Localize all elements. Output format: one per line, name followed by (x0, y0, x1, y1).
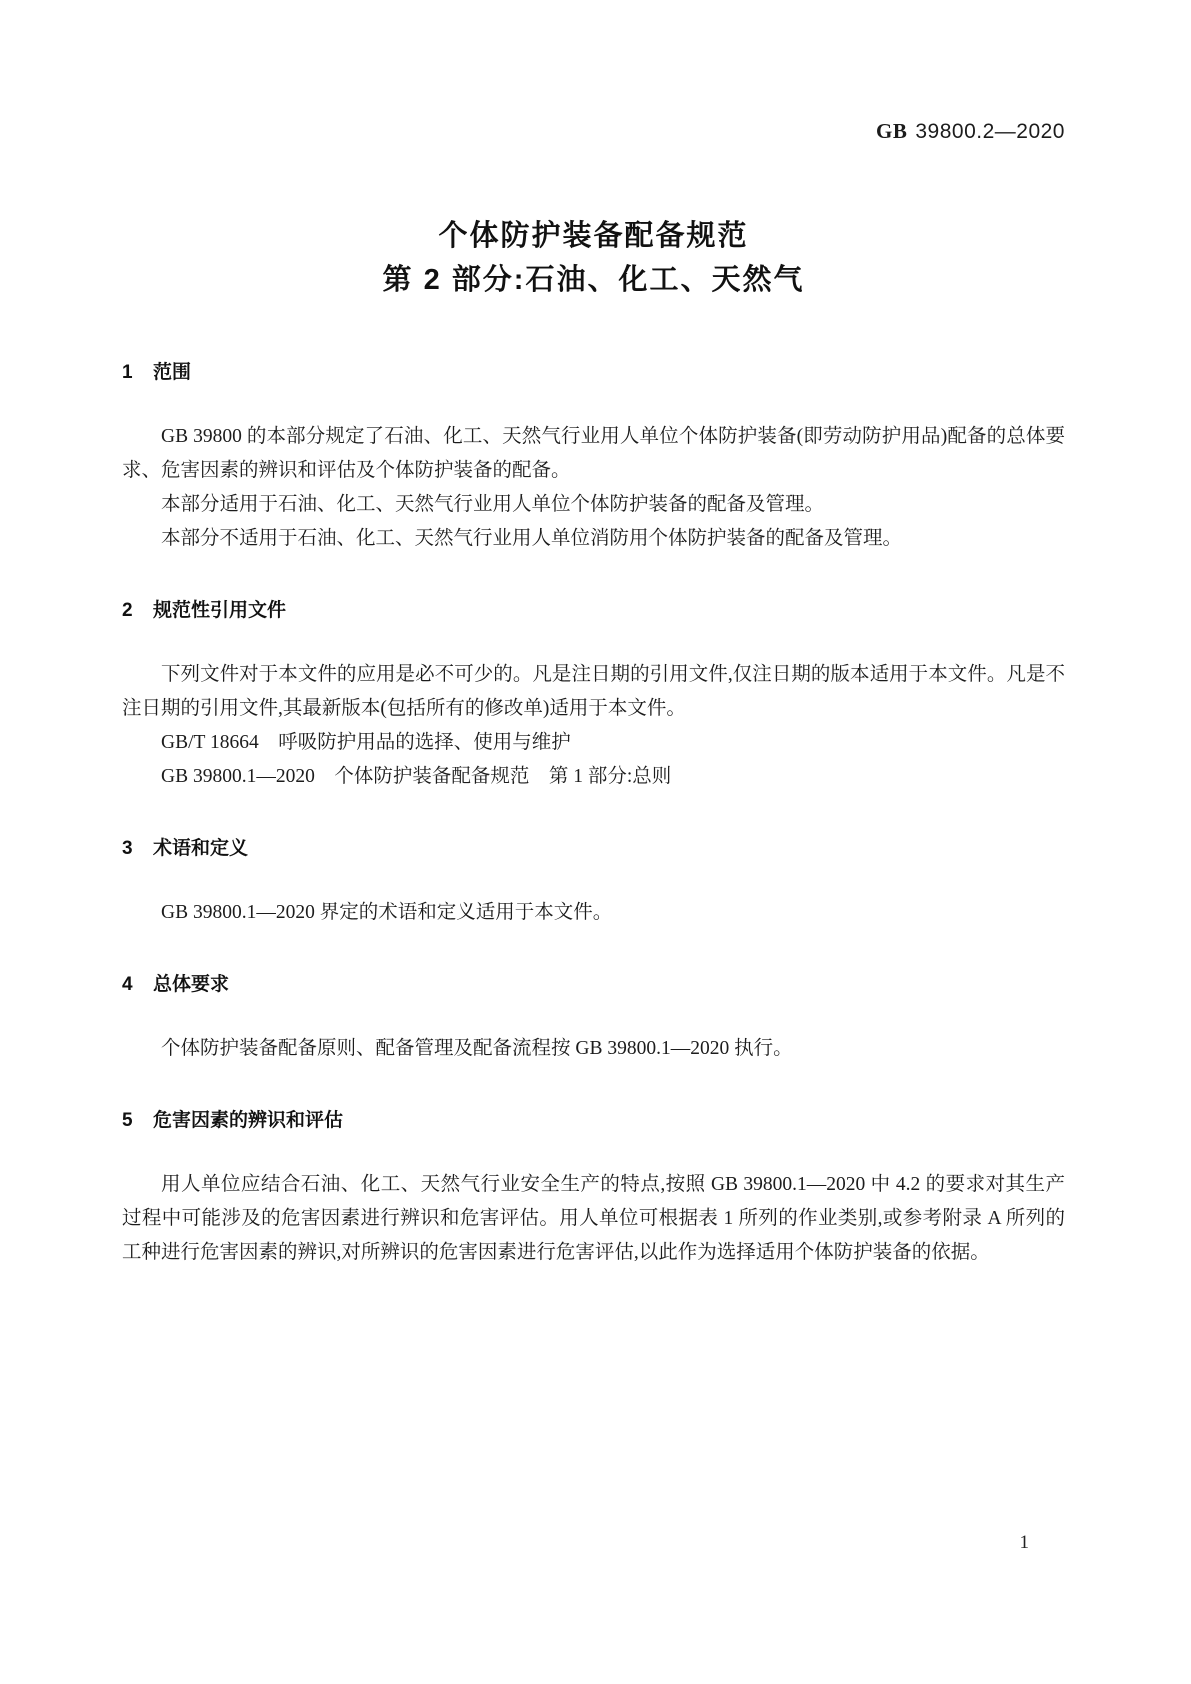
paragraph: GB 39800 的本部分规定了石油、化工、天然气行业用人单位个体防护装备(即劳动防护用品)配备的总体要求、危害因素的辨识和评估及个体防护装备的配备。 (122, 426, 1065, 481)
section-heading-terms-definitions (122, 836, 1065, 862)
section-number: 4 (122, 974, 133, 995)
section-heading-hazard-identification (122, 1108, 1065, 1134)
paragraph: GB 39800.1—2020 界定的术语和定义适用于本文件。 (161, 902, 613, 923)
document-title-line2: 第 2 部分:石油、化工、天然气 (382, 264, 805, 296)
section-heading-normative-references (122, 598, 1065, 624)
section-title: 危害因素的辨识和评估 (153, 1110, 344, 1131)
section-normative-references (122, 598, 1065, 794)
paragraph: 本部分适用于石油、化工、天然气行业用人单位个体防护装备的配备及管理。 (161, 494, 825, 515)
paragraph: 本部分不适用于石油、化工、天然气行业用人单位消防用个体防护装备的配备及管理。 (161, 528, 903, 549)
paragraph: 个体防护装备配备原则、配备管理及配备流程按 GB 39800.1—2020 执行。 (161, 1038, 793, 1059)
section-heading-general-requirements (122, 972, 1065, 998)
section-title: 总体要求 (153, 974, 230, 995)
section-terms-definitions (122, 836, 1065, 930)
paragraph: 下列文件对于本文件的应用是必不可少的。凡是注日期的引用文件,仅注日期的版本适用于本文件。凡是不注日期的引用文件,其最新版本(包括所有的修改单)适用于本文件。 (122, 664, 1065, 719)
section-number: 1 (122, 362, 133, 383)
section-title: 范围 (153, 362, 192, 383)
reference-item: GB 39800.1—2020 个体防护装备配备规范 第 1 部分:总则 (161, 766, 672, 787)
section-general-requirements (122, 972, 1065, 1066)
paragraph: 用人单位应结合石油、化工、天然气行业安全生产的特点,按照 GB 39800.1—2020 中 4.2 的要求对其生产过程中可能涉及的危害因素进行辨识和危害评估。用人单位可根据表 1 所列的作业类别,或参考附录 A 所列的工种进行危害因素的辨识,对所辨识的危害因素进行危害评估,以此作为选择适用个体防护装备的依据。 (122, 1174, 1065, 1263)
standard-code-number: 39800.2—2020 (915, 120, 1065, 143)
section-title: 规范性引用文件 (153, 600, 287, 621)
section-scope (122, 360, 1065, 556)
section-number: 3 (122, 838, 133, 859)
section-hazard-identification (122, 1108, 1065, 1270)
section-number: 5 (122, 1110, 133, 1131)
document-title (122, 214, 1065, 302)
section-number: 2 (122, 600, 133, 621)
standard-code-prefix: GB (876, 119, 908, 143)
reference-item: GB/T 18664 呼吸防护用品的选择、使用与维护 (161, 732, 571, 753)
section-title: 术语和定义 (153, 838, 249, 859)
document-title-line1: 个体防护装备配备规范 (438, 220, 749, 252)
section-heading-scope (122, 360, 1065, 386)
page-number: 1 (1019, 1532, 1029, 1553)
standard-code (122, 118, 1065, 144)
